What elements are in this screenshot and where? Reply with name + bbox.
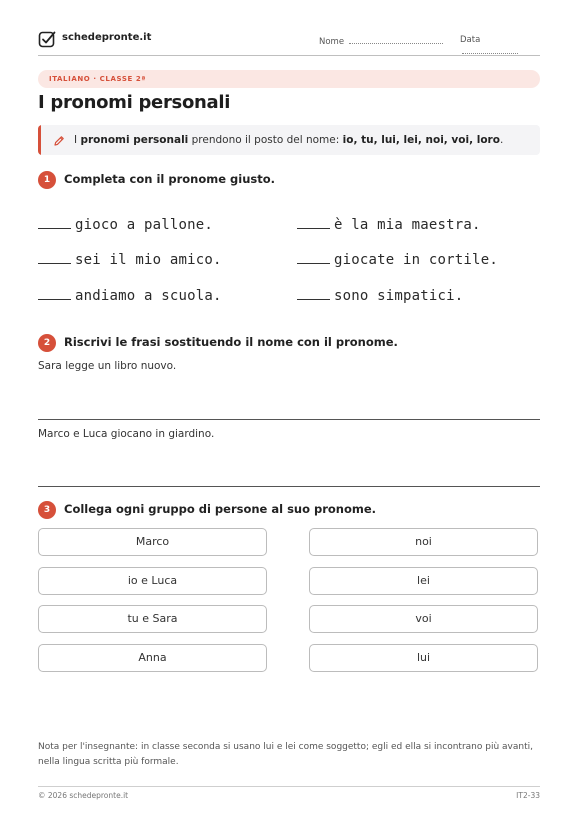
answer-blank[interactable] (38, 263, 71, 264)
name-field[interactable] (319, 35, 443, 47)
worksheet-page (38, 0, 540, 819)
header-divider (38, 55, 540, 56)
blank-sentence: è la mia maestra. (334, 217, 481, 233)
checkbox-logo-icon (38, 30, 56, 48)
footer-copyright: © 2026 schedepronte.it (38, 791, 129, 800)
rule-prefix: I (74, 134, 81, 146)
blank-sentence: andiamo a scuola. (75, 288, 222, 304)
name-label: Nome (319, 37, 345, 47)
rule-accent-bar (38, 125, 41, 155)
source-sentence: Marco e Luca giocano in giardino. (38, 428, 215, 440)
exercise-1-number: 1 (38, 171, 56, 189)
answer-blank[interactable] (297, 299, 330, 300)
answer-write-line[interactable] (38, 486, 540, 487)
date-field[interactable] (460, 35, 540, 57)
blank-sentence: sei il mio amico. (75, 252, 222, 268)
rule-text (74, 134, 503, 146)
blank-sentence: sono simpatici. (334, 288, 464, 304)
date-blank (462, 45, 518, 54)
match-left-item[interactable]: io e Luca (38, 567, 267, 595)
fill-blank-item[interactable] (297, 214, 481, 234)
date-label: Data (460, 35, 481, 45)
page-title: I pronomi personali (38, 92, 231, 113)
exercise-3-number: 3 (38, 501, 56, 519)
footer-code: IT2-33 (516, 791, 540, 800)
match-right-item[interactable]: lei (309, 567, 538, 595)
match-right-item[interactable]: voi (309, 605, 538, 633)
match-right-item[interactable]: lui (309, 644, 538, 672)
pencil-icon (53, 135, 65, 147)
exercise-2-number: 2 (38, 334, 56, 352)
fill-blank-item[interactable] (38, 285, 222, 305)
rule-suffix: . (499, 134, 504, 146)
subject-label: ITALIANO · CLASSE 2ª (49, 75, 146, 83)
exercise-3-label: Collega ogni gruppo di persone al suo pronome. (64, 502, 377, 516)
fill-blank-item[interactable] (38, 249, 222, 269)
match-left-item[interactable]: Anna (38, 644, 267, 672)
exercise-2-label: Riscrivi le frasi sostituendo il nome con il pronome. (64, 335, 398, 349)
answer-blank[interactable] (38, 228, 71, 229)
answer-blank[interactable] (297, 228, 330, 229)
blank-sentence: gioco a pallone. (75, 217, 214, 233)
logo-text: schedepronte.it (62, 32, 152, 43)
exercise-1-label: Completa con il pronome giusto. (64, 172, 276, 186)
rule-pronoun-list: io, tu, lui, lei, noi, voi, loro (342, 134, 500, 146)
answer-blank[interactable] (297, 263, 330, 264)
match-left-item[interactable]: tu e Sara (38, 605, 267, 633)
worksheet-header (38, 29, 540, 51)
match-right-item[interactable]: noi (309, 528, 538, 556)
subject-band (38, 70, 540, 88)
rule-box (38, 125, 540, 155)
rule-middle: prendono il posto del nome: (188, 134, 343, 146)
answer-write-line[interactable] (38, 419, 540, 420)
blank-sentence: giocate in cortile. (334, 252, 498, 268)
fill-blank-item[interactable] (297, 249, 498, 269)
match-left-item[interactable]: Marco (38, 528, 267, 556)
rule-bold-term: pronomi personali (80, 134, 189, 146)
answer-blank[interactable] (38, 299, 71, 300)
footer-divider (38, 786, 540, 787)
source-sentence: Sara legge un libro nuovo. (38, 360, 177, 372)
teacher-note: Nota per l'insegnante: in classe seconda si usano lui e lei come soggetto; egli ed ella si incontrano più avanti, nella lingua scritta più formale. (38, 742, 533, 767)
name-blank (349, 35, 443, 44)
fill-blank-item[interactable] (38, 214, 213, 234)
fill-blank-item[interactable] (297, 285, 463, 305)
